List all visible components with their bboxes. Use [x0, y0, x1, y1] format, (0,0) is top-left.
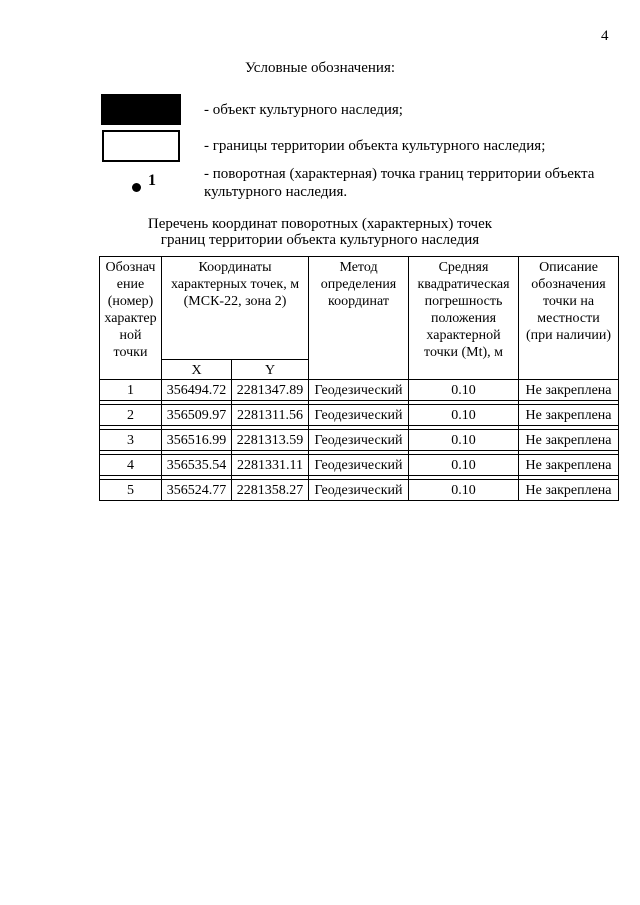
- cell-mt: 0.10: [409, 380, 519, 401]
- cell-desc: Не закреплена: [519, 430, 619, 451]
- cell-desc: Не закреплена: [519, 405, 619, 426]
- cell-y: 2281331.11: [232, 455, 309, 476]
- cell-num: 3: [100, 430, 162, 451]
- legend-point-label: 1: [148, 172, 156, 189]
- cell-method: Геодезический: [309, 455, 409, 476]
- cell-y: 2281347.89: [232, 380, 309, 401]
- legend-text-territory-boundary: - границы территории объекта культурного наследия;: [204, 138, 546, 154]
- header-method: Метод определения координат: [309, 257, 409, 380]
- cell-method: Геодезический: [309, 380, 409, 401]
- header-x: X: [162, 360, 232, 380]
- table-row: [100, 430, 619, 451]
- legend-swatch-heritage-object: [101, 94, 181, 125]
- legend-text-turning-point: [204, 165, 594, 201]
- header-y: Y: [232, 360, 309, 380]
- legend-text-turning-point-line2: культурного наследия.: [204, 184, 348, 200]
- legend-point-dot-icon: [132, 183, 141, 192]
- page-number: 4: [601, 28, 609, 44]
- legend-text-heritage-object: - объект культурного наследия;: [204, 102, 403, 118]
- legend-text-turning-point-line1: - поворотная (характерная) точка границ территории объекта: [204, 166, 595, 182]
- header-mean-square-error: Средняя квадратическая погрешность положения характерной точки (Mt), м: [409, 257, 519, 380]
- header-description: Описание обозначения точки на местности (при наличии): [519, 257, 619, 380]
- cell-method: Геодезический: [309, 480, 409, 501]
- cell-x: 356535.54: [162, 455, 232, 476]
- cell-y: 2281313.59: [232, 430, 309, 451]
- cell-desc: Не закреплена: [519, 480, 619, 501]
- cell-x: 356509.97: [162, 405, 232, 426]
- table-title-line1: Перечень координат поворотных (характерных) точек: [147, 216, 493, 232]
- table-title-line2: границ территории объекта культурного наследия: [160, 232, 480, 248]
- table-row: [100, 480, 619, 501]
- cell-num: 1: [100, 380, 162, 401]
- cell-method: Геодезический: [309, 430, 409, 451]
- table-row: [100, 455, 619, 476]
- header-coordinates: Координаты характерных точек, м (МСК-22, зона 2): [162, 257, 309, 360]
- cell-num: 2: [100, 405, 162, 426]
- legend-swatch-territory-boundary: [102, 130, 180, 162]
- coordinates-table: [99, 256, 619, 501]
- legend-title: Условные обозначения:: [244, 60, 396, 76]
- cell-mt: 0.10: [409, 455, 519, 476]
- cell-num: 4: [100, 455, 162, 476]
- cell-mt: 0.10: [409, 480, 519, 501]
- cell-num: 5: [100, 480, 162, 501]
- table-row: [100, 380, 619, 401]
- cell-mt: 0.10: [409, 430, 519, 451]
- table-title: [0, 216, 640, 248]
- header-point-number: Обознач ение (номер) характер ной точки: [100, 257, 162, 380]
- cell-y: 2281358.27: [232, 480, 309, 501]
- cell-x: 356494.72: [162, 380, 232, 401]
- cell-y: 2281311.56: [232, 405, 309, 426]
- cell-desc: Не закреплена: [519, 455, 619, 476]
- table-row: [100, 405, 619, 426]
- cell-desc: Не закреплена: [519, 380, 619, 401]
- cell-mt: 0.10: [409, 405, 519, 426]
- cell-x: 356516.99: [162, 430, 232, 451]
- cell-x: 356524.77: [162, 480, 232, 501]
- cell-method: Геодезический: [309, 405, 409, 426]
